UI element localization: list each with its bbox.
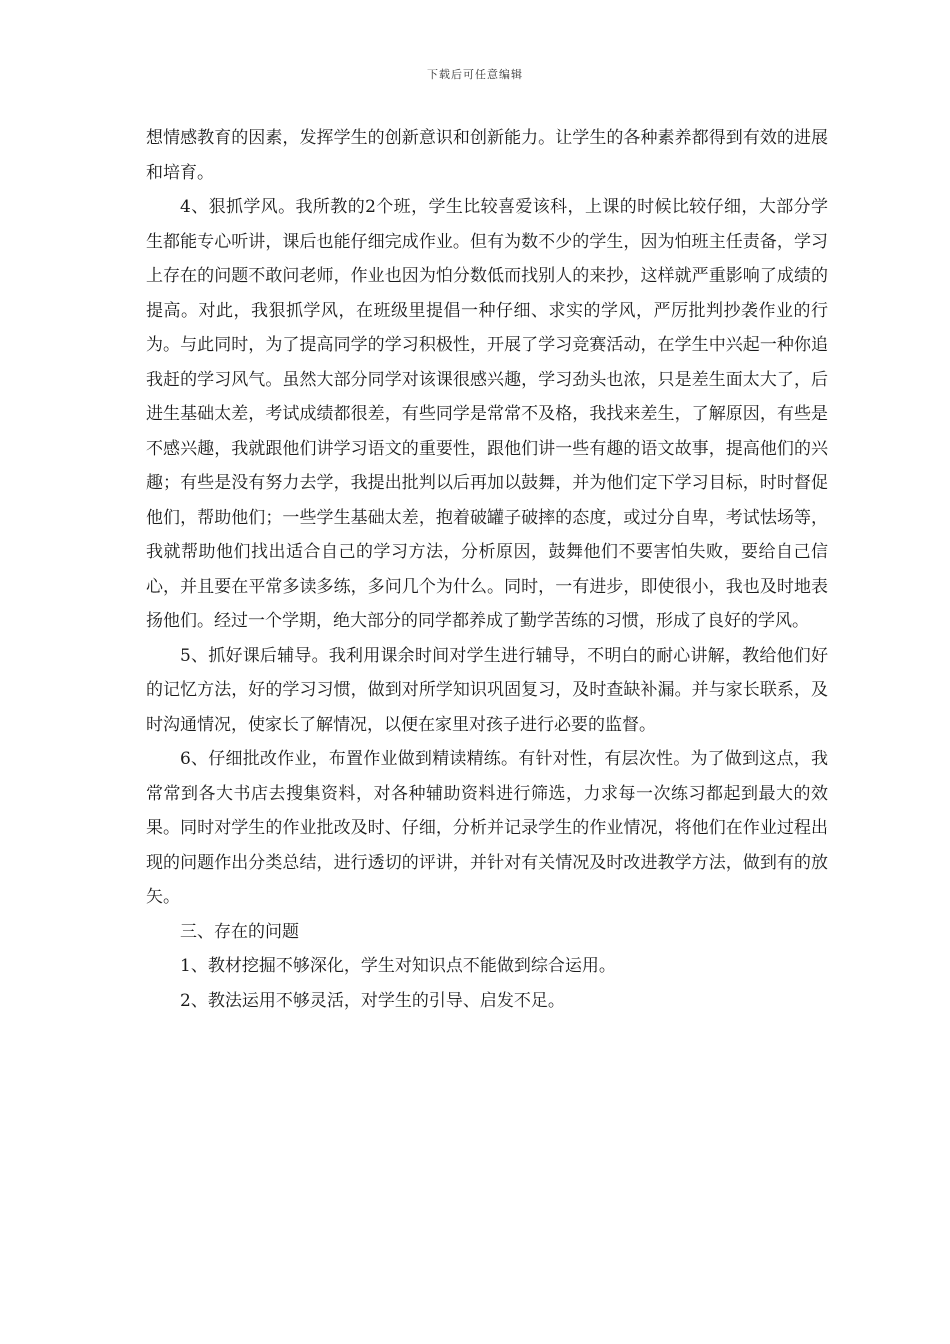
section-heading-problems: 三、存在的问题: [180, 921, 299, 942]
paragraph-continuation: 想情感教育的因素，发挥学生的创新意识和创新能力。让学生的各种素养都得到有效的进展和培育。: [146, 128, 828, 183]
problem-item-1: 1、教材挖掘不够深化，学生对知识点不能做到综合运用。: [180, 956, 616, 976]
problem-item-2: 2、教法运用不够灵活，对学生的引导、启发不足。: [180, 990, 565, 1011]
paragraph-study-style: 4、狠抓学风。我所教的2个班，学生比较喜爱该科，上课的时候比较仔细，大部分学生都能专心听讲，课后也能仔细完成作业。但有为数不少的学生，因为怕班主任责备，学习上存在的问题不敢问老师，作业也因为怕分数低而找别人的来抄，这样就严重影响了成绩的提高。对此，我狠抓学风，在班级里提倡一种仔细、求实的学风，严厉批判抄袭作业的行为。与此同时，为了提高同学的学习积极性，开展了学习竞赛活动，在学生中兴起一种你追我赶的学习风气。虽然大部分同学对该课很感兴趣，学习劲头也浓，只是差生面太大了，后进生基础太差，考试成绩都很差，有些同学是常常不及格，我找来差生，了解原因，有些是不感兴趣，我就跟他们讲学习语文的重要性，跟他们讲一些有趣的语文故事，提高他们的兴趣；有些是没有努力去学，我提出批判以后再加以鼓舞，并为他们定下学习目标，时时督促他们，帮助他们；一些学生基础太差，抱着破罐子破摔的态度，或过分自卑，考试怯场等，我就帮助他们找出适合自己的学习方法，分析原因，鼓舞他们不要害怕失败，要给自己信心，并且要在平常多读多练，多问几个为什么。同时，一有进步，即使很小，我也及时地表扬他们。经过一个学期，绝大部分的同学都养成了勤学苦练的习惯，形成了良好的学风。: [146, 197, 828, 631]
paragraph-homework-correction: 6、仔细批改作业，布置作业做到精读精练。有针对性，有层次性。为了做到这点，我常常到各大书店去搜集资料，对各种辅助资料进行筛选，力求每一次练习都起到最大的效果。同时对学生的作业批改及时、仔细，分析并记录学生的作业情况，将他们在作业过程出现的问题作出分类总结，进行透切的评讲，并针对有关情况及时改进教学方法，做到有的放矢。: [146, 749, 828, 907]
paragraph-after-class-tutoring: 5、抓好课后辅导。我利用课余时间对学生进行辅导，不明白的耐心讲解，教给他们好的记忆方法，好的学习习惯，做到对所学知识巩固复习，及时查缺补漏。并与家长联系，及时沟通情况，使家长了解情况，以便在家里对孩子进行必要的监督。: [146, 645, 828, 735]
document-body: [146, 121, 828, 1018]
page-header: 下载后可任意编辑: [427, 68, 523, 81]
